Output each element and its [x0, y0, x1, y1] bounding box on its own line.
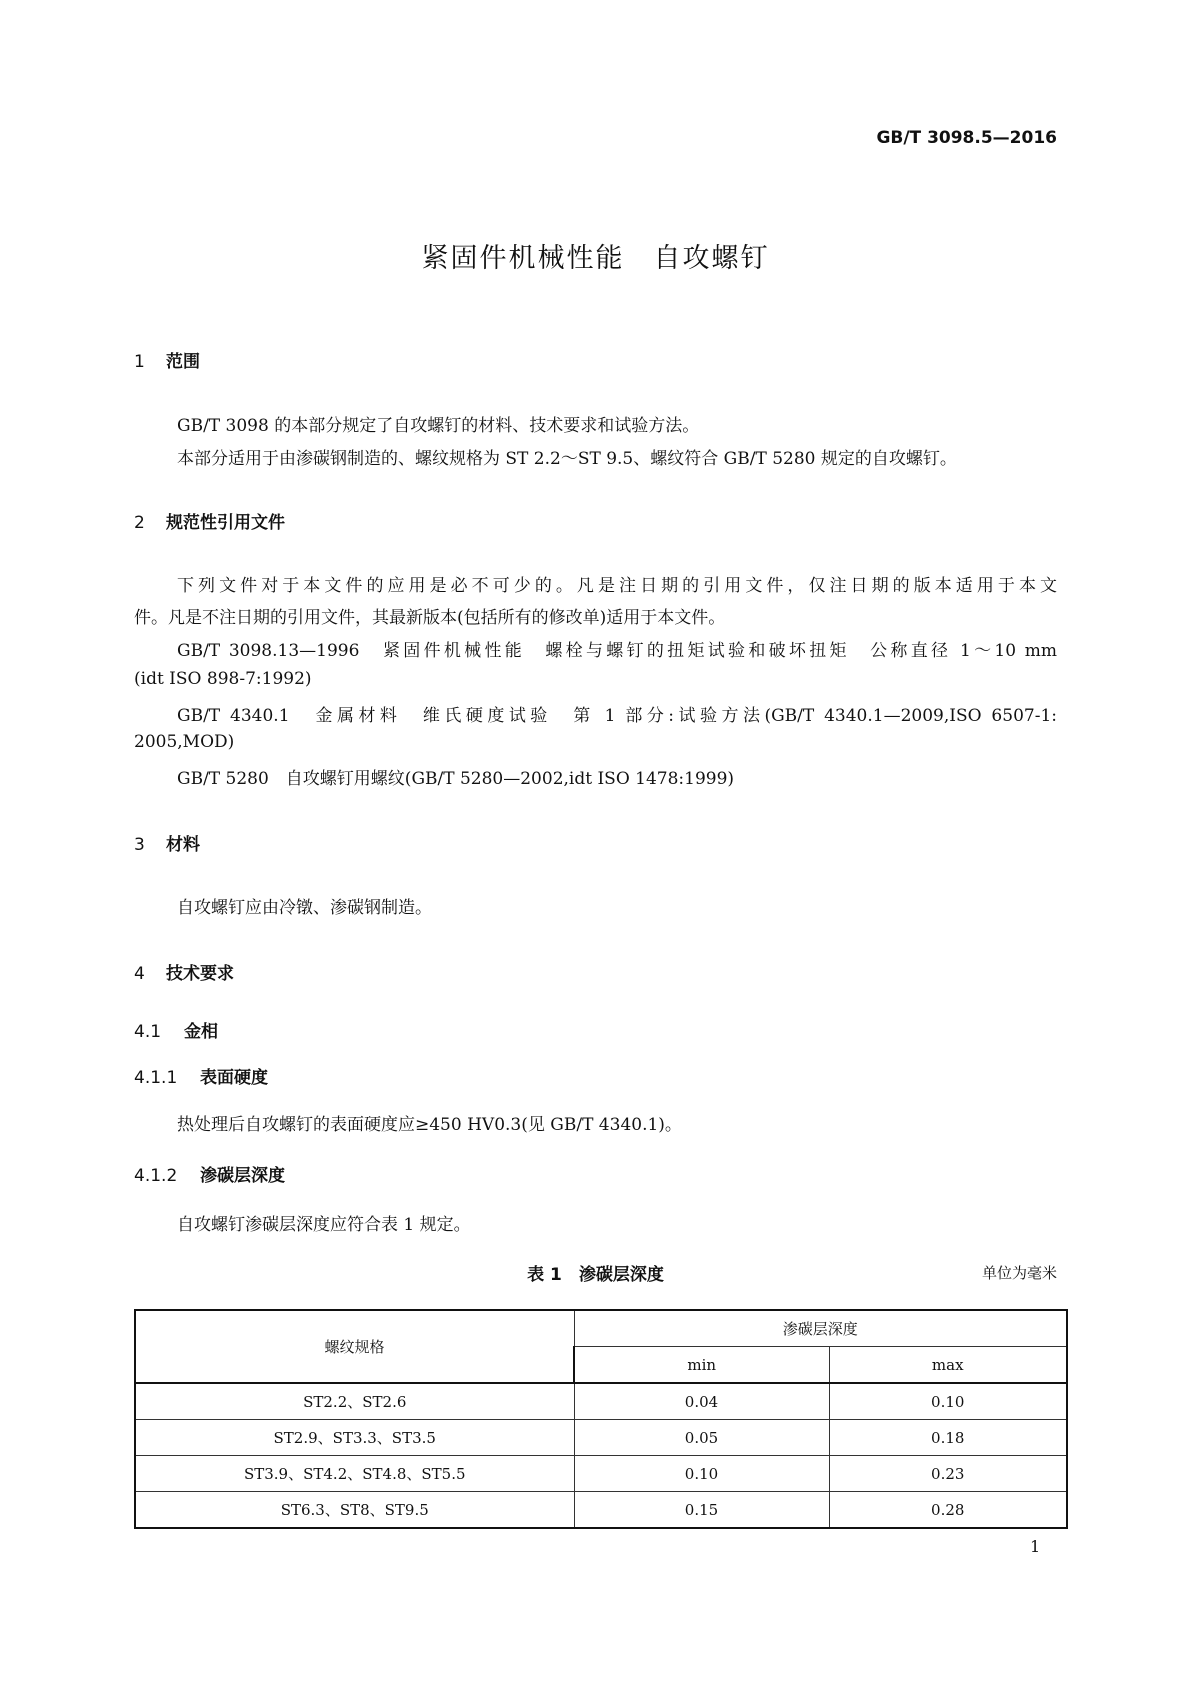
page-number: 1: [1030, 1537, 1041, 1556]
reference-line: (idt ISO 898-7:1992): [134, 669, 312, 689]
paragraph-line: GB/T 3098 的本部分规定了自攻螺钉的材料、技术要求和试验方法。: [177, 416, 700, 436]
reference-line: 2005,MOD): [134, 732, 235, 752]
reference-line: GB/T 4340.1 金属材料 维氏硬度试验 第 1 部分:试验方法(GB/T 4340.1—2009,ISO 6507-1:: [177, 706, 1057, 726]
section-number: 1: [134, 352, 145, 372]
table-row: [135, 1383, 1067, 1420]
table-header-row: [135, 1310, 1067, 1347]
section-title: 技术要求: [166, 964, 234, 984]
paragraph-line: 下列文件对于本文件的应用是必不可少的。凡是注日期的引用文件，仅注日期的版本适用于本文: [177, 576, 1057, 596]
table-caption: 表 1 渗碳层深度: [527, 1265, 664, 1285]
section-heading-4-1: [134, 1017, 218, 1042]
cell-max: 0.28: [829, 1492, 1067, 1529]
paragraph-line: 自攻螺钉应由冷镦、渗碳钢制造。: [177, 898, 432, 918]
cell-max: 0.10: [829, 1383, 1067, 1420]
section-title: 表面硬度: [200, 1068, 268, 1088]
header-depth: 渗碳层深度: [574, 1310, 1067, 1347]
section-heading-4-1-1: [134, 1063, 268, 1088]
cell-max: 0.18: [829, 1420, 1067, 1456]
paragraph-line: 本部分适用于由渗碳钢制造的、螺纹规格为 ST 2.2～ST 9.5、螺纹符合 GB/T 5280 规定的自攻螺钉。: [177, 449, 957, 469]
section-number: 4: [134, 964, 145, 984]
paragraph-line: 热处理后自攻螺钉的表面硬度应≥450 HV0.3(见 GB/T 4340.1)。: [177, 1115, 682, 1135]
section-heading-4-1-2: [134, 1161, 285, 1186]
section-title: 材料: [166, 835, 200, 855]
section-number: 3: [134, 835, 145, 855]
cell-max: 0.23: [829, 1456, 1067, 1492]
header-thread-spec: 螺纹规格: [135, 1310, 574, 1383]
section-title: 金相: [184, 1022, 218, 1042]
cell-spec: ST6.3、ST8、ST9.5: [135, 1492, 574, 1529]
section-heading-3: [134, 830, 200, 855]
header-min: min: [574, 1347, 829, 1384]
section-heading-1: [134, 347, 200, 372]
cell-min: 0.10: [574, 1456, 829, 1492]
header-max: max: [829, 1347, 1067, 1384]
section-heading-4: [134, 959, 234, 984]
standard-number: GB/T 3098.5—2016: [876, 128, 1057, 148]
paragraph-line: 自攻螺钉渗碳层深度应符合表 1 规定。: [177, 1215, 471, 1235]
cell-min: 0.04: [574, 1383, 829, 1420]
section-number: 4.1: [134, 1022, 162, 1042]
section-heading-2: [134, 508, 285, 533]
page-title: 紧固件机械性能 自攻螺钉: [421, 243, 770, 274]
section-title: 渗碳层深度: [200, 1166, 285, 1186]
cell-spec: ST2.9、ST3.3、ST3.5: [135, 1420, 574, 1456]
table-unit: 单位为毫米: [981, 1264, 1057, 1282]
section-title: 规范性引用文件: [166, 513, 285, 533]
table-row: [135, 1492, 1067, 1529]
section-number: 2: [134, 513, 145, 533]
section-number: 4.1.1: [134, 1068, 178, 1088]
reference-line: GB/T 5280 自攻螺钉用螺纹(GB/T 5280—2002,idt ISO 1478:1999): [177, 769, 735, 789]
table-row: [135, 1420, 1067, 1456]
reference-line: GB/T 3098.13—1996 紧固件机械性能 螺栓与螺钉的扭矩试验和破坏扭矩 公称直径 1～10 mm: [177, 641, 1057, 661]
table-row: [135, 1456, 1067, 1492]
section-number: 4.1.2: [134, 1166, 178, 1186]
cell-min: 0.05: [574, 1420, 829, 1456]
paragraph-line: 件。凡是不注日期的引用文件，其最新版本(包括所有的修改单)适用于本文件。: [134, 608, 726, 628]
section-title: 范围: [166, 352, 200, 372]
cell-min: 0.15: [574, 1492, 829, 1529]
cell-spec: ST2.2、ST2.6: [135, 1383, 574, 1420]
cell-spec: ST3.9、ST4.2、ST4.8、ST5.5: [135, 1456, 574, 1492]
carburized-depth-table: [134, 1309, 1068, 1529]
